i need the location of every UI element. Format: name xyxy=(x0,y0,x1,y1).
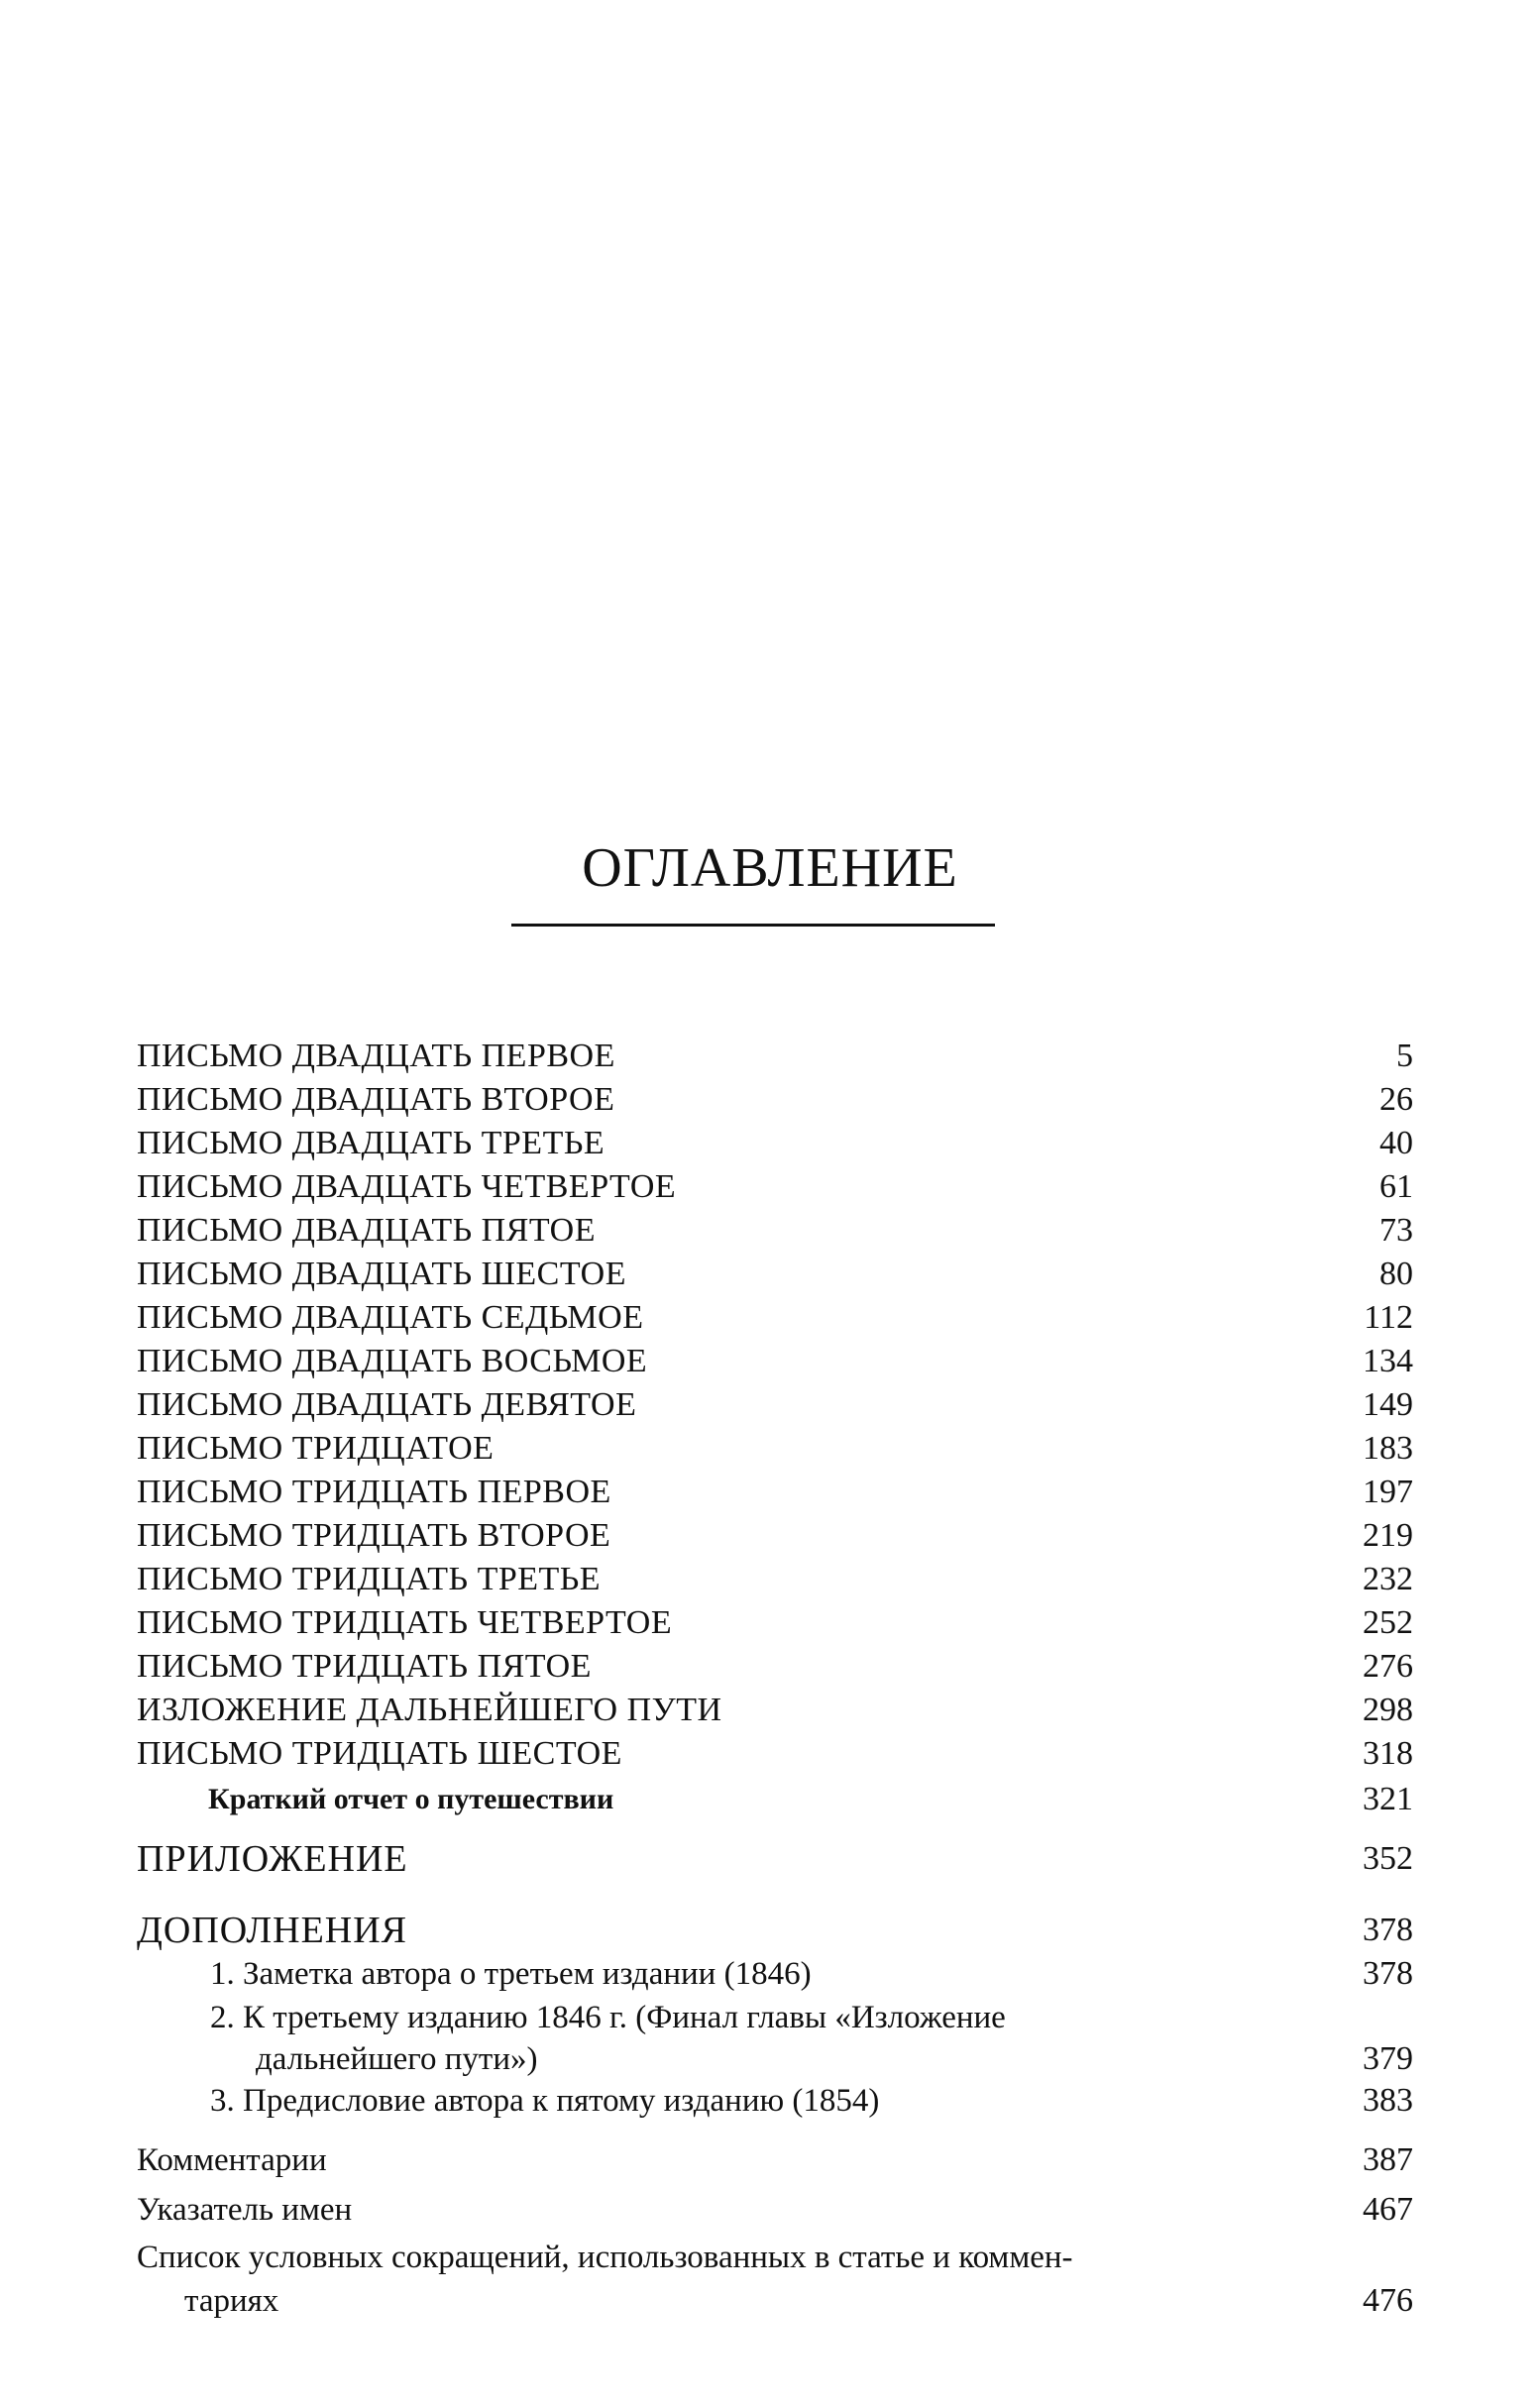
toc-page-number: 298 xyxy=(1363,1692,1413,1728)
toc-title: ПИСЬМО ТРИДЦАТЬ ЧЕТВЕРТОЕ xyxy=(137,1604,673,1641)
toc-title: 3. Предисловие автора к пятому изданию (1854) xyxy=(210,2083,880,2119)
toc-title: ПИСЬМО ДВАДЦАТЬ ДЕВЯТОЕ xyxy=(137,1386,637,1423)
toc-page-number: 134 xyxy=(1363,1343,1413,1379)
toc-title: ПИСЬМО ТРИДЦАТЬ ПЯТОЕ xyxy=(137,1648,592,1685)
toc-page-number: 183 xyxy=(1363,1430,1413,1467)
toc-title: ПРИЛОЖЕНИЕ xyxy=(137,1838,408,1880)
toc-title: ПИСЬМО ДВАДЦАТЬ ВОСЬМОЕ xyxy=(137,1343,648,1379)
toc-page-number: 5 xyxy=(1396,1038,1413,1074)
toc-title: ПИСЬМО ТРИДЦАТЬ ПЕРВОЕ xyxy=(137,1474,611,1510)
toc-title: ПИСЬМО ДВАДЦАТЬ ВТОРОЕ xyxy=(137,1081,615,1118)
title-underline xyxy=(511,924,995,927)
toc-page-number: 378 xyxy=(1363,1912,1413,1948)
toc-title-continued: тариях xyxy=(184,2283,279,2319)
toc-title: ДОПОЛНЕНИЯ xyxy=(137,1910,408,1951)
toc-page-number: 61 xyxy=(1379,1168,1413,1205)
toc-page-number: 321 xyxy=(1363,1781,1413,1817)
toc-page-number: 387 xyxy=(1363,2141,1413,2178)
toc-page-number: 383 xyxy=(1363,2082,1413,2119)
toc-page-number: 197 xyxy=(1363,1474,1413,1510)
toc-page-number: 219 xyxy=(1363,1517,1413,1554)
toc-title: ПИСЬМО ТРИДЦАТЬ ТРЕТЬЕ xyxy=(137,1561,602,1597)
toc-title: Указатель имен xyxy=(137,2192,353,2228)
toc-page-number: 73 xyxy=(1379,1212,1413,1249)
toc-page-number: 252 xyxy=(1363,1604,1413,1641)
toc-title-continued: дальнейшего пути») xyxy=(256,2041,538,2077)
toc-title: Краткий отчет о путешествии xyxy=(208,1783,614,1815)
toc-title: ПИСЬМО ДВАДЦАТЬ ТРЕТЬЕ xyxy=(137,1125,605,1161)
toc-page-number: 352 xyxy=(1363,1840,1413,1877)
toc-page-number: 80 xyxy=(1379,1256,1413,1292)
toc-title: ПИСЬМО ДВАДЦАТЬ ПЕРВОЕ xyxy=(137,1038,615,1074)
toc-title: ПИСЬМО ДВАДЦАТЬ ШЕСТОЕ xyxy=(137,1256,627,1292)
toc-page-number: 379 xyxy=(1363,2040,1413,2077)
toc-page-number: 40 xyxy=(1379,1125,1413,1161)
toc-title: ПИСЬМО ТРИДЦАТЬ ШЕСТОЕ xyxy=(137,1735,622,1772)
toc-page-number: 149 xyxy=(1363,1386,1413,1423)
toc-title: ПИСЬМО ТРИДЦАТОЕ xyxy=(137,1430,495,1467)
toc-page-number: 232 xyxy=(1363,1561,1413,1597)
toc-title: ПИСЬМО ТРИДЦАТЬ ВТОРОЕ xyxy=(137,1517,611,1554)
toc-title: Комментарии xyxy=(137,2142,327,2178)
toc-title: ИЗЛОЖЕНИЕ ДАЛЬНЕЙШЕГО ПУТИ xyxy=(137,1692,722,1728)
page-title: ОГЛАВЛЕНИЕ xyxy=(582,837,958,899)
toc-page-number: 318 xyxy=(1363,1735,1413,1772)
toc-page-number: 276 xyxy=(1363,1648,1413,1685)
toc-title: Список условных сокращений, использованных в статье и коммен- xyxy=(137,2240,1073,2275)
toc-page-number: 476 xyxy=(1363,2282,1413,2319)
toc-page-number: 467 xyxy=(1363,2191,1413,2228)
toc-page-number: 378 xyxy=(1363,1955,1413,1992)
toc-title: ПИСЬМО ДВАДЦАТЬ ЧЕТВЕРТОЕ xyxy=(137,1168,677,1205)
toc-title: 1. Заметка автора о третьем издании (1846) xyxy=(210,1956,812,1992)
toc-page-number: 26 xyxy=(1379,1081,1413,1118)
toc-title: 2. К третьему изданию 1846 г. (Финал главы «Изложение xyxy=(210,2000,1006,2035)
toc-page-number: 112 xyxy=(1364,1299,1413,1336)
toc-title: ПИСЬМО ДВАДЦАТЬ СЕДЬМОЕ xyxy=(137,1299,644,1336)
toc-title: ПИСЬМО ДВАДЦАТЬ ПЯТОЕ xyxy=(137,1212,596,1249)
